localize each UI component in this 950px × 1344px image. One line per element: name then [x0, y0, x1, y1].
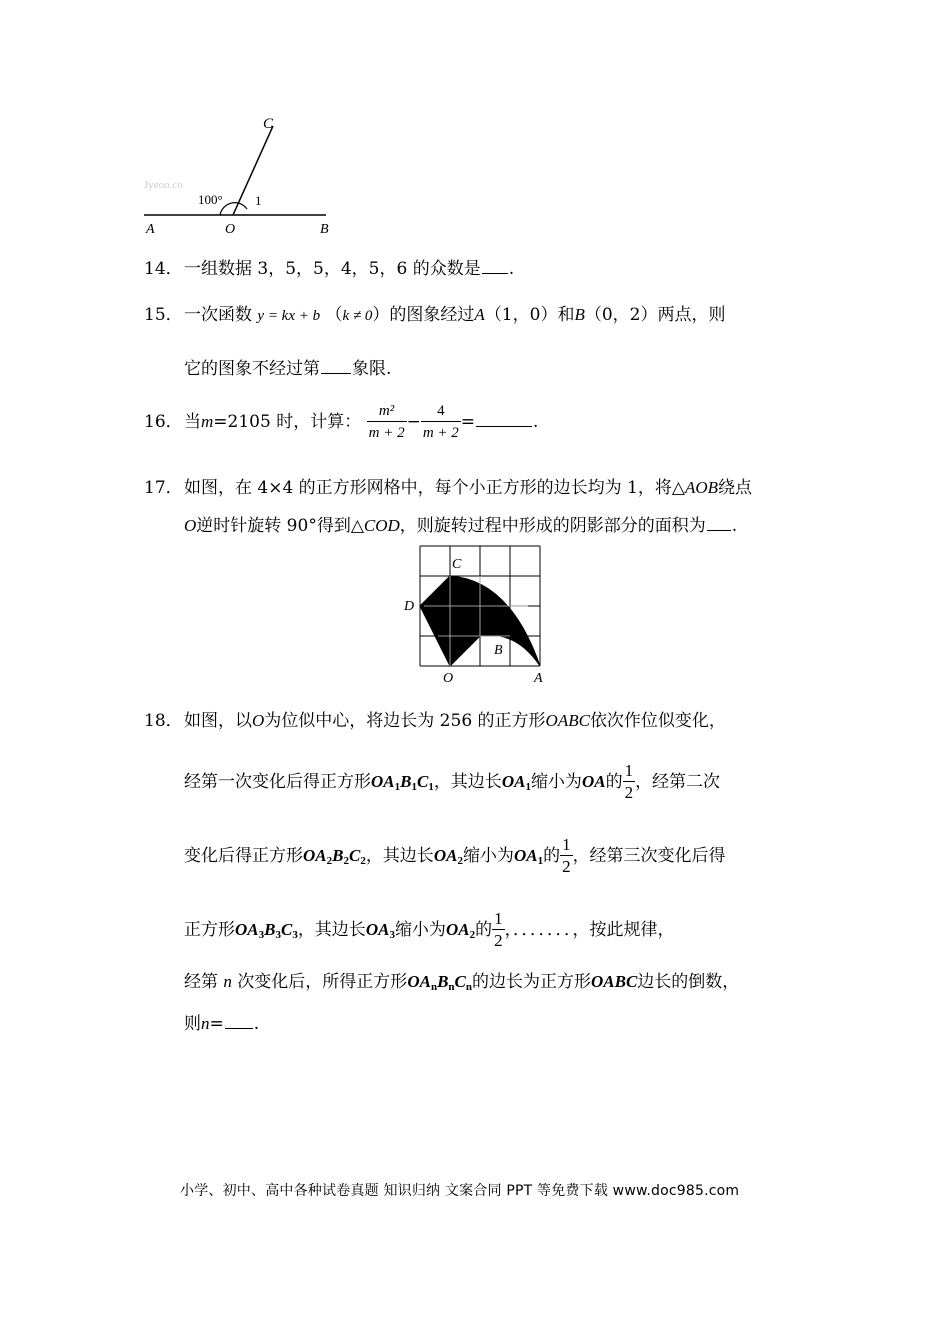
question-18-line5: 经第 n 次变化后，所得正方形$OA_nB_nC_n$的边长为正方形OABC边长的倒数，: [184, 972, 740, 993]
question-14: 14．一组数据 3，5，5，4，5，6 的众数是 .: [144, 255, 514, 281]
label-c: C: [452, 557, 462, 572]
question-16: 16．当m=2105 时，计算： $\frac{\text{m²}}{m + 2}$ − $\frac{4}{m + 2}$ = .: [144, 400, 538, 444]
question-18-line3: 变化后得正方形$OA_2B_2C_2$，其边长$OA_2$缩小为$OA_1$的 $\frac{1}{2}$ ，经第三次变化后得: [184, 835, 726, 876]
angle-figure: [140, 108, 340, 240]
answer-blank: [476, 408, 532, 427]
watermark: Jyeoo.co: [144, 179, 183, 191]
fraction-half: $\frac{1}{2}$: [562, 835, 571, 876]
answer-blank: [707, 512, 731, 531]
question-18-line4: 正方形$OA_3B_3C_3$，其边长$OA_3$缩小为$OA_2$的 $\frac{1}{2}$ ，．．．．．．．，按此规律，: [184, 909, 675, 950]
label-b: B: [494, 643, 503, 658]
question-number: 15．: [144, 305, 183, 325]
fraction-m2: $\frac{\text{m²}}{m + 2}$: [367, 401, 407, 444]
question-18-line2: 经第一次变化后得正方形$OA_1B_1C_1$，其边长$OA_1$缩小为OA的 $\frac{1}{2}$ ，经第二次: [184, 761, 721, 802]
fraction-4: $\frac{4}{m + 2}$: [421, 401, 461, 444]
label-angle-1: 1: [255, 193, 262, 208]
label-o: O: [443, 671, 454, 686]
question-18-line6: 则n= .: [184, 1010, 259, 1036]
label-d: D: [404, 599, 415, 614]
question-15-line2: 它的图象不经过第 象限.: [184, 355, 391, 381]
question-17: 17．如图，在 4×4 的正方形网格中，每个小正方形的边长均为 1，将△AOB绕点: [144, 478, 753, 498]
fraction-half: $\frac{1}{2}$: [624, 761, 634, 802]
label-a: A: [146, 222, 155, 237]
answer-blank: [321, 355, 351, 374]
question-17-line2: O逆时针旋转 90°得到△COD，则旋转过程中形成的阴影部分的面积为 .: [184, 512, 737, 538]
label-angle-100: 100°: [198, 192, 223, 207]
fraction-half: $\frac{1}{2}$: [494, 909, 503, 950]
question-number: 17．: [144, 478, 183, 498]
question-number: 18．: [144, 711, 183, 731]
label-b: B: [320, 222, 329, 237]
question-18: 18．如图，以O为位似中心，将边长为 256 的正方形OABC依次作位似变化，: [144, 711, 726, 731]
answer-blank: [482, 255, 508, 274]
ray-oc: [233, 126, 273, 215]
label-c: C: [263, 116, 274, 132]
question-number: 16．: [144, 412, 183, 432]
label-o: O: [225, 222, 236, 237]
question-number: 14．: [144, 259, 183, 279]
answer-blank: [225, 1010, 253, 1029]
question-15: 15．一次函数 y = kx + b （k ≠ 0）的图象经过A（1，0）和B（0，2）两点，则: [144, 305, 726, 325]
label-a: A: [534, 671, 543, 686]
linear-function: y = kx + b: [257, 308, 321, 324]
page-footer: 小学、初中、高中各种试卷真题 知识归纳 文案合同 PPT 等免费下载 www.doc985.com: [180, 1183, 740, 1199]
grid-rotation-figure: [398, 540, 558, 690]
